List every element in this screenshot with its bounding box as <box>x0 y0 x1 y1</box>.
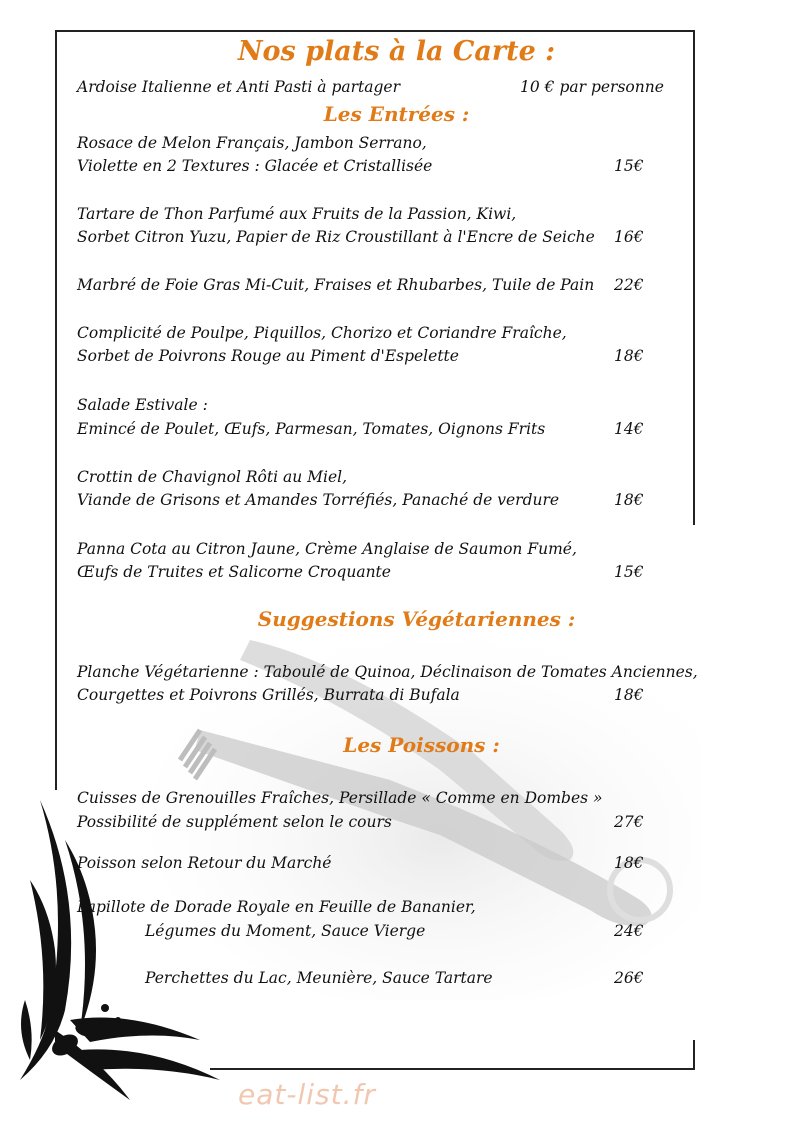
section-title-fish: Les Poissons : <box>343 733 500 757</box>
watermark: eat-list.fr <box>238 1078 376 1111</box>
dish-price: 18€ <box>614 686 644 704</box>
frame-left-border <box>55 30 57 790</box>
dish-line: Sorbet de Poivrons Rouge au Piment d'Espelette <box>77 347 459 365</box>
dish-line: Marbré de Foie Gras Mi-Cuit, Fraises et Rhubarbes, Tuile de Pain <box>77 276 595 294</box>
section-title-entrees: Les Entrées : <box>323 102 470 126</box>
dish-price: 15€ <box>614 563 644 581</box>
frame-top-border <box>55 30 695 32</box>
dish-price: 27€ <box>614 813 644 831</box>
dish-line: Cuisses de Grenouilles Fraîches, Persillade « Comme en Dombes » <box>77 789 603 807</box>
dish-line: Possibilité de supplément selon le cours <box>77 813 392 831</box>
dish-line: Salade Estivale : <box>77 396 208 414</box>
dish-line: Œufs de Truites et Salicorne Croquante <box>77 563 391 581</box>
dish-line: Panna Cota au Citron Jaune, Crème Anglaise de Saumon Fumé, <box>77 540 577 558</box>
dish-price: 18€ <box>614 347 644 365</box>
dish-line: Rosace de Melon Français, Jambon Serrano, <box>77 134 427 152</box>
dish-line: Papillote de Dorade Royale en Feuille de Bananier, <box>77 898 476 916</box>
dish-line: Légumes du Moment, Sauce Vierge <box>145 922 426 940</box>
dish-line: Poisson selon Retour du Marché <box>77 854 332 872</box>
frame-right-border-lower <box>693 1040 695 1070</box>
starter-board-price: 10 € par personne <box>520 78 664 96</box>
dish-price: 18€ <box>614 854 644 872</box>
starter-board-text: Ardoise Italienne et Anti Pasti à partager <box>77 78 400 96</box>
menu-title: Nos plats à la Carte : <box>237 36 556 67</box>
dish-line: Sorbet Citron Yuzu, Papier de Riz Croustillant à l'Encre de Seiche <box>77 228 595 246</box>
dish-price: 18€ <box>614 491 644 509</box>
dish-line: Planche Végétarienne : Taboulé de Quinoa, Déclinaison de Tomates Anciennes, <box>77 663 698 681</box>
dish-line: Crottin de Chavignol Rôti au Miel, <box>77 468 348 486</box>
dish-price: 16€ <box>614 228 644 246</box>
dish-line: Violette en 2 Textures : Glacée et Cristallisée <box>77 157 433 175</box>
dish-price: 24€ <box>614 922 644 940</box>
dish-price: 14€ <box>614 420 644 438</box>
dish-price: 22€ <box>614 276 644 294</box>
dish-line: Perchettes du Lac, Meunière, Sauce Tartare <box>145 969 493 987</box>
frame-bottom-border <box>210 1068 695 1070</box>
dish-line: Complicité de Poulpe, Piquillos, Chorizo et Coriandre Fraîche, <box>77 324 567 342</box>
dish-line: Courgettes et Poivrons Grillés, Burrata di Bufala <box>77 686 460 704</box>
dish-line: Viande de Grisons et Amandes Torréfiés, Panaché de verdure <box>77 491 560 509</box>
section-title-vegetarian: Suggestions Végétariennes : <box>257 607 576 631</box>
dish-price: 15€ <box>614 157 644 175</box>
dish-price: 26€ <box>614 969 644 987</box>
dish-line: Emincé de Poulet, Œufs, Parmesan, Tomates, Oignons Frits <box>77 420 546 438</box>
dish-line: Tartare de Thon Parfumé aux Fruits de la Passion, Kiwi, <box>77 205 517 223</box>
